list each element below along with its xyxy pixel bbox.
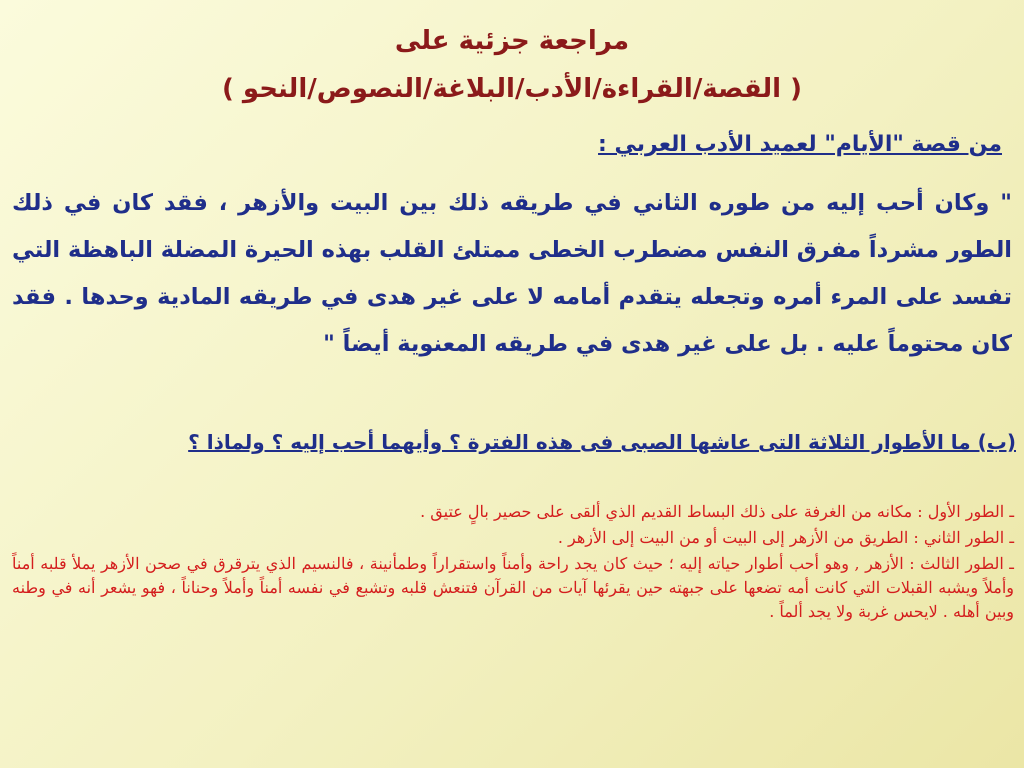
answer-second-stage: ـ الطور الثاني : الطريق من الأزهر إلى البيت أو من البيت إلى الأزهر . [557,528,1014,547]
answers-block [12,500,1014,626]
answer-first-stage: ـ الطور الأول : مكانه من الغرفة على ذلك البساط القديم الذي ألقى على حصير بالٍ عتيق . [420,502,1014,521]
answer-third-stage: ـ الطور الثالث : الأزهر , وهو أحب أطوار حياته إليه ؛ حيث كان يجد راحة وأمناً واستقراراً وطمأنينة ، فالنسيم الذي يترقرق في صحن الأزهر يملأ قلبه أمناً وأملاً ويشبه القبلات التي كانت أمه تضعها على جبهته حين يقرئها آيات من القرآن فتنعش قلبه وتشبع في نفسه أمناً وأملاً وحناناً ، فهو يشعر أنه في وطنه وبين أهله . لايحس غربة ولا يجد ألماً . [12,554,1014,621]
story-source-heading: من قصة "الأيام" لعميد الأدب العربي : [598,132,1002,157]
question-b: (ب) ما الأطوار الثلاثة التى عاشها الصبى فى هذه الفترة ؟ وأيهما أحب إليه ؟ ولماذا ؟ [188,430,1016,454]
slide-title-topics: ( القصة/القراءة/الأدب/البلاغة/النصوص/النحو ) [221,74,803,104]
quoted-passage: " وكان أحب إليه من طوره الثاني في طريقه ذلك بين البيت والأزهر ، فقد كان في ذلك الطور مشرداً مفرق النفس مضطرب الخطى ممتلئ القلب بهذه الحيرة المضلة الباهظة التي تفسد على المرء أمره وتجعله يتقدم أمامه لا على غير هدى في طريقه المادية وحدها . فقد كان محتوماً عليه . بل على غير هدى في طريقه المعنوية أيضاً " [12,190,1012,357]
slide-title: مراجعة جزئية على [394,26,630,56]
